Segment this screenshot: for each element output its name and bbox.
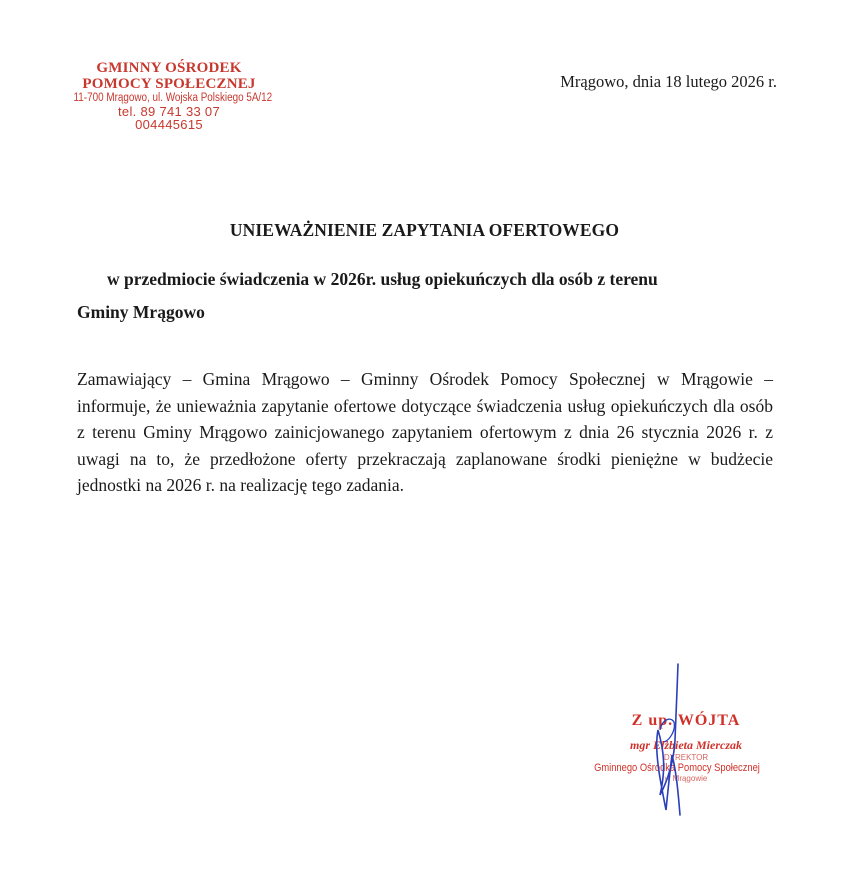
stamp-authorization: Z up. WÓJTA — [631, 712, 741, 729]
document-title: UNIEWAŻNIENIE ZAPYTANIA OFERTOWEGO — [229, 220, 620, 240]
body-paragraph: Zamawiający – Gmina Mrągowo – Gminny Ośrodek Pomocy Społecznej w Mrągowie – informuje, że unieważnia zapytanie ofertowe dotyczące świadczenia usług opiekuńczych dla osób z terenu Gminy Mrągowo zainicjowanego zapytaniem ofertowym z dnia 26 stycznia 2026 r. z uwagi na to, że przedłożone oferty przekraczają zaplanowane środki pieniężne w budżecie jednostki na 2026 r. na realizację tego zadania. — [77, 369, 773, 495]
stamp-org-line1: GMINNY OŚRODEK — [96, 60, 242, 76]
stamp-institution: Gminnego Ośrodka Pomocy Społecznej — [594, 762, 760, 774]
handwritten-signature-icon — [620, 660, 700, 820]
date-line: Mrągowo, dnia 18 lutego 2026 r. — [560, 72, 777, 91]
stamp-signer-role: DYREKTOR — [663, 753, 709, 762]
subject-line2: Gminy Mrągowo — [77, 302, 205, 322]
subject-line1: w przedmiocie świadczenia w 2026r. usług opiekuńczych dla osób z terenu — [107, 269, 658, 289]
stamp-signer-name: mgr Elżbieta Mierczak — [629, 738, 742, 752]
stamp-regon: 004445615 — [135, 117, 203, 132]
stamp-address: 11-700 Mrągowo, ul. Wojska Polskiego 5A/12 — [73, 92, 273, 104]
stamp-city: w Mrągowie — [664, 774, 708, 783]
document-subject — [77, 263, 777, 329]
stamp-org-line2: POMOCY SPOŁECZNEJ — [82, 76, 256, 92]
letterhead-stamp — [58, 60, 280, 131]
stamp-phone: tel. 89 741 33 07 — [118, 104, 220, 119]
